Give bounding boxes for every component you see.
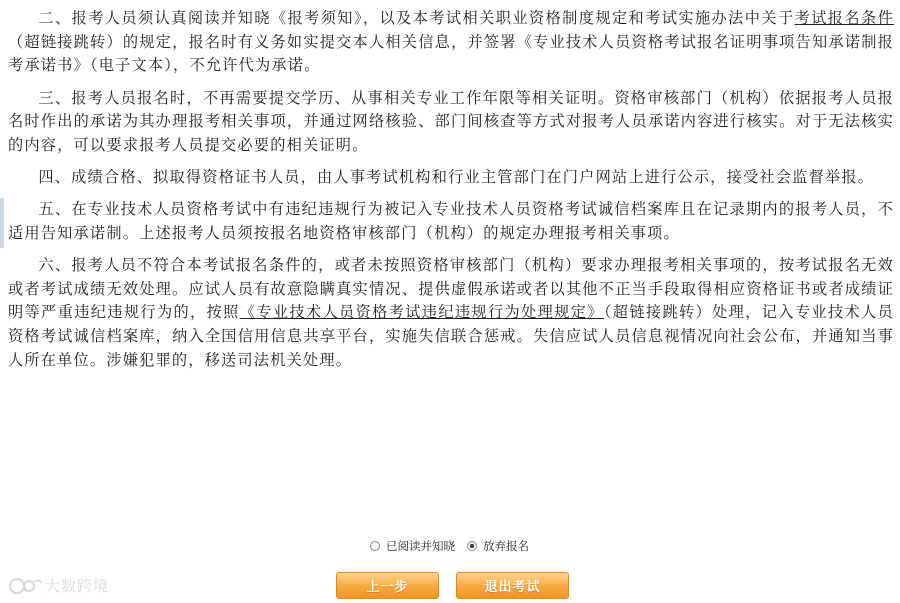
exam-registration-conditions-link[interactable]: 考试报名条件 xyxy=(794,9,895,27)
frame-scroll-handle[interactable] xyxy=(0,198,4,248)
watermark-logo-icon xyxy=(8,574,42,596)
paragraph-text: 五、在专业技术人员资格考试中有违纪违规行为被记入专业技术人员资格考试诚信档案库且在记录期内的报考人员，不适用告知承诺制。上述报考人员须按报名地资格审核部门（机构）的规定办理报考相关事项。 xyxy=(8,200,894,242)
notice-content xyxy=(8,0,894,381)
notice-paragraph-6 xyxy=(8,254,894,373)
paragraph-text: 三、报考人员报名时，不再需要提交学历、从事相关专业工作年限等相关证明。资格审核部门（机构）依据报考人员报名时作出的承诺为其办理报考相关事项，并通过网络核验、部门间核查等方式对报考人员承诺内容进行核实。对于无法核实的内容，可以要求报考人员提交必要的相关证明。 xyxy=(8,88,894,154)
exit-exam-button[interactable]: 退出考试 xyxy=(456,572,569,599)
agreement-radio-group xyxy=(370,538,541,554)
read-option-label: 已阅读并知晓 xyxy=(386,539,455,553)
previous-step-button[interactable]: 上一步 xyxy=(336,572,439,599)
notice-paragraph-4 xyxy=(8,166,894,190)
read-and-acknowledged-option[interactable] xyxy=(370,538,455,554)
paragraph-text: （超链接跳转）处理，记入专业技术人员资格考试诚信档案库，纳入全国信用信息共享平台，实施失信联合惩戒。失信应试人员信息视情况向社会公布，并通知当事人所在单位。涉嫌犯罪的，移送司法机关处理。 xyxy=(8,303,894,369)
watermark xyxy=(8,572,109,598)
abandon-registration-option[interactable] xyxy=(467,538,529,554)
paragraph-text: 二、报考人员须认真阅读并知晓《报考须知》，以及本考试相关职业资格制度规定和考试实施办法中关于 xyxy=(38,9,795,27)
notice-paragraph-2 xyxy=(8,7,894,78)
abandon-option-label: 放弃报名 xyxy=(483,539,529,553)
paragraph-text: （超链接跳转）的规定，报名时有义务如实提交本人相关信息，并签署《专业技术人员资格考试报名证明事项告知承诺制报考承诺书》（电子文本），不允许代为承诺。 xyxy=(8,32,894,75)
notice-paragraph-5 xyxy=(8,198,894,245)
abandon-radio-button[interactable] xyxy=(467,541,477,551)
paragraph-text: 四、成绩合格、拟取得资格证书人员，由人事考试机构和行业主管部门在门户网站上进行公示，接受社会监督举报。 xyxy=(38,168,875,186)
paragraph-text: 六、报考人员不符合本考试报名条件的，或者未按照资格审核部门（机构）要求办理报考相关事项的，按考试报名无效或者考试成绩无效处理。应试人员有故意隐瞒真实情况、提供虚假承诺或者以其他不正当手段取得相应资格证书或者成绩证明等严重违纪违规行为的，按照 xyxy=(8,255,894,322)
read-radio-button[interactable] xyxy=(370,541,380,551)
violation-regulations-link[interactable]: 《专业技术人员资格考试违纪违规行为处理规定》 xyxy=(239,303,604,322)
watermark-text: 大数跨境 xyxy=(45,576,110,595)
notice-paragraph-3 xyxy=(8,87,894,158)
